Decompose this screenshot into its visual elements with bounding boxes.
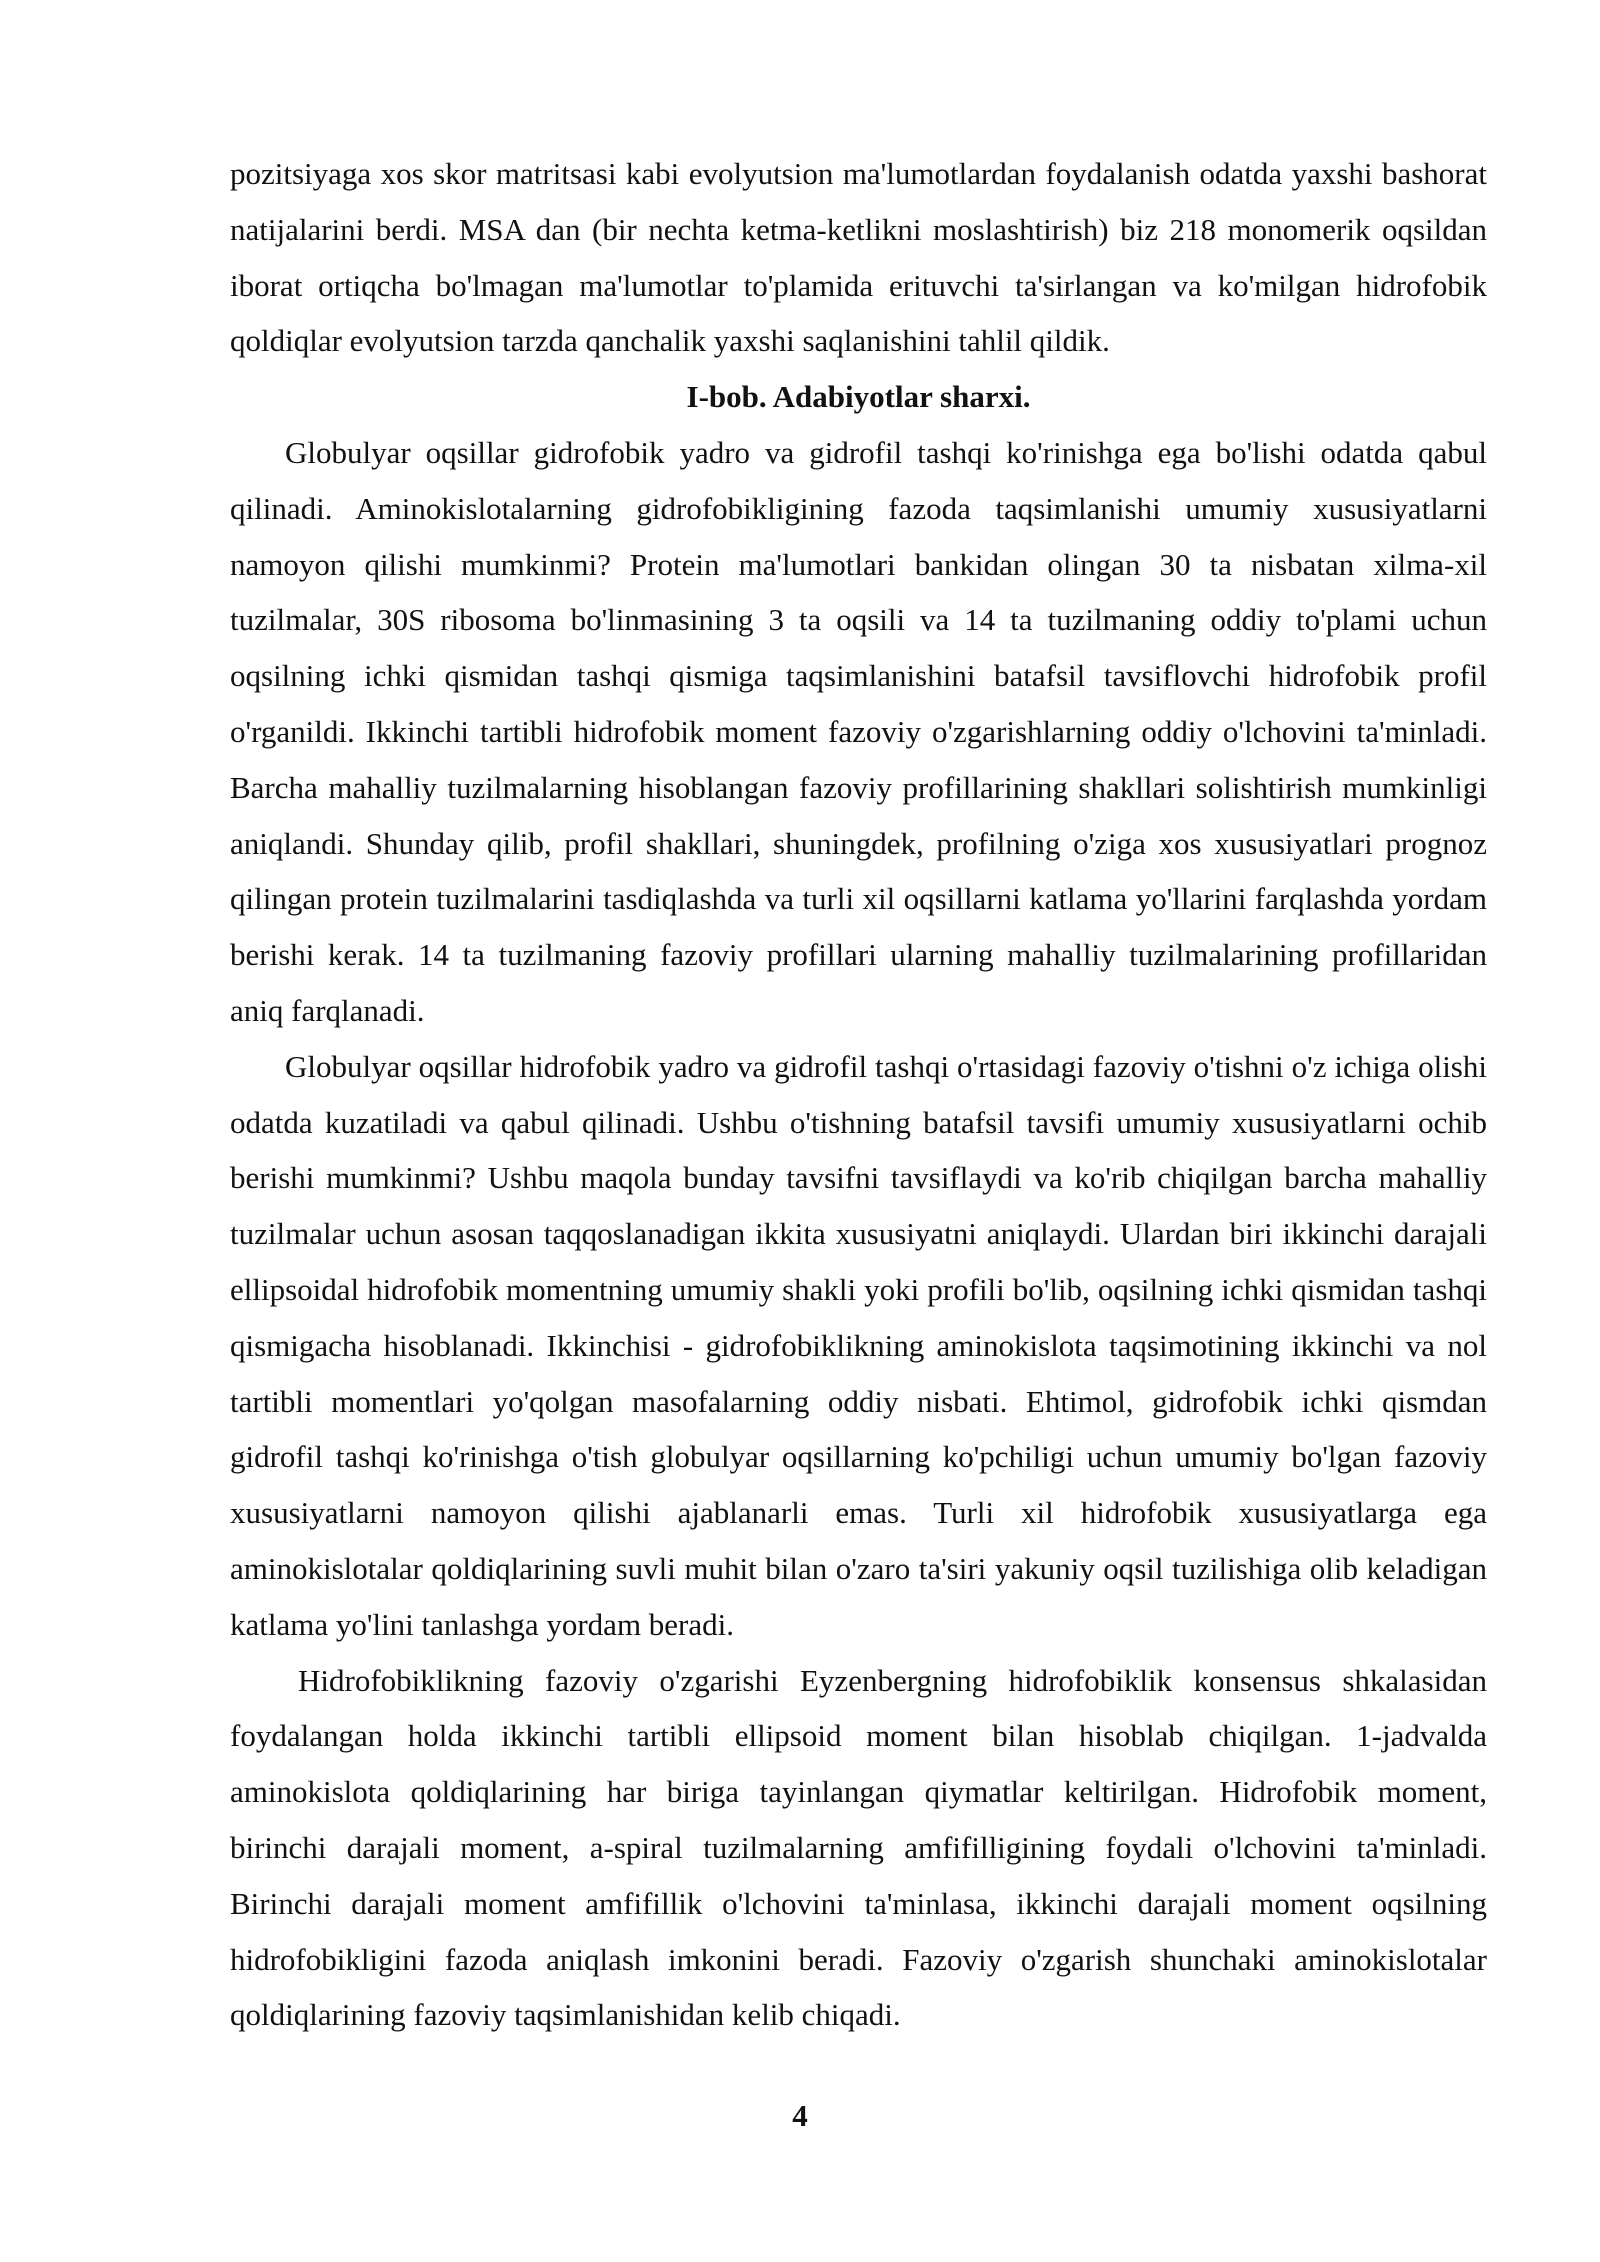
page-number: 4 <box>792 2098 808 2133</box>
chapter-heading: I-bob. Adabiyotlar sharxi. <box>686 379 1031 415</box>
paragraph-intro-continuation: pozitsiyaga xos skor matritsasi kabi evolyutsion ma'lumotlardan foydalanish odatda yaxshi bashorat natijalarini berdi. MSA dan (bir nechta ketma-ketlikni moslashtirish) biz 218 monomerik oqsildan iborat ortiqcha bo'lmagan ma'lumotlar to'plamida erituvchi ta'sirlangan va ko'milgan hidrofobik qoldiqlar evolyutsion tarzda qanchalik yaxshi saqlanishini tahlil qildik. <box>230 156 1487 359</box>
paragraph-hydrophobicity-variation: Hidrofobiklikning fazoviy o'zgarishi Eyzenbergning hidrofobiklik konsensus shkalasidan foydalangan holda ikkinchi tartibli ellipsoid moment bilan hisoblab chiqilgan. 1-jadvalda aminokislota qoldiqlarining har biriga tayinlangan qiymatlar keltirilgan. Hidrofobik moment, birinchi darajali moment, a-spiral tuzilmalarning amfifilligining foydali o'lchovini ta'minladi. Birinchi darajali moment amfifillik o'lchovini ta'minlasa, ikkinchi darajali moment oqsilning hidrofobikligini fazoda aniqlash imkonini beradi. Fazoviy o'zgarish shunchaki aminokislotalar qoldiqlarining fazoviy taqsimlanishidan kelib chiqadi. <box>230 1662 1487 2033</box>
page-body <box>230 146 1487 2043</box>
paragraph-globular-proteins-1: Globulyar oqsillar gidrofobik yadro va gidrofil tashqi ko'rinishga ega bo'lishi odatda qabul qilinadi. Aminokislotalarning gidrofobikligining fazoda taqsimlanishi umumiy xususiyatlarni namoyon qilishi mumkinmi? Protein ma'lumotlari bankidan olingan 30 ta nisbatan xilma-xil tuzilmalar, 30S ribosoma bo'linmasining 3 ta oqsili va 14 ta tuzilmaning oddiy to'plami uchun oqsilning ichki qismidan tashqi qismiga taqsimlanishini batafsil tavsiflovchi hidrofobik profil o'rganildi. Ikkinchi tartibli hidrofobik moment fazoviy o'zgarishlarning oddiy o'lchovini ta'minladi. Barcha mahalliy tuzilmalarning hisoblangan fazoviy profillarining shakllari solishtirish mumkinligi aniqlandi. Shunday qilib, profil shakllari, shuningdek, profilning o'ziga xos xususiyatlari prognoz qilingan protein tuzilmalarini tasdiqlashda va turli xil oqsillarni katlama yo'llarini farqlashda yordam berishi kerak. 14 ta tuzilmaning fazoviy profillari ularning mahalliy tuzilmalarining profillaridan aniq farqlanadi. <box>230 434 1487 1028</box>
paragraph-globular-proteins-2: Globulyar oqsillar hidrofobik yadro va gidrofil tashqi o'rtasidagi fazoviy o'tishni o'z ichiga olishi odatda kuzatiladi va qabul qilinadi. Ushbu o'tishning batafsil tavsifi umumiy xususiyatlarni ochib berishi mumkinmi? Ushbu maqola bunday tavsifni tavsiflaydi va ko'rib chiqilgan barcha mahalliy tuzilmalar uchun asosan taqqoslanadigan ikkita xususiyatni aniqlaydi. Ulardan biri ikkinchi darajali ellipsoidal hidrofobik momentning umumiy shakli yoki profili bo'lib, oqsilning ichki qismidan tashqi qismigacha hisoblanadi. Ikkinchisi - gidrofobiklikning aminokislota taqsimotining ikkinchi va nol tartibli momentlari yo'qolgan masofalarning oddiy nisbati. Ehtimol, gidrofobik ichki qismdan gidrofil tashqi ko'rinishga o'tish globulyar oqsillarning ko'pchiligi uchun umumiy bo'lgan fazoviy xususiyatlarni namoyon qilishi ajablanarli emas. Turli xil hidrofobik xususiyatlarga ega aminokislotalar qoldiqlarining suvli muhit bilan o'zaro ta'siri yakuniy oqsil tuzilishiga olib keladigan katlama yo'lini tanlashga yordam beradi. <box>230 1048 1487 1642</box>
